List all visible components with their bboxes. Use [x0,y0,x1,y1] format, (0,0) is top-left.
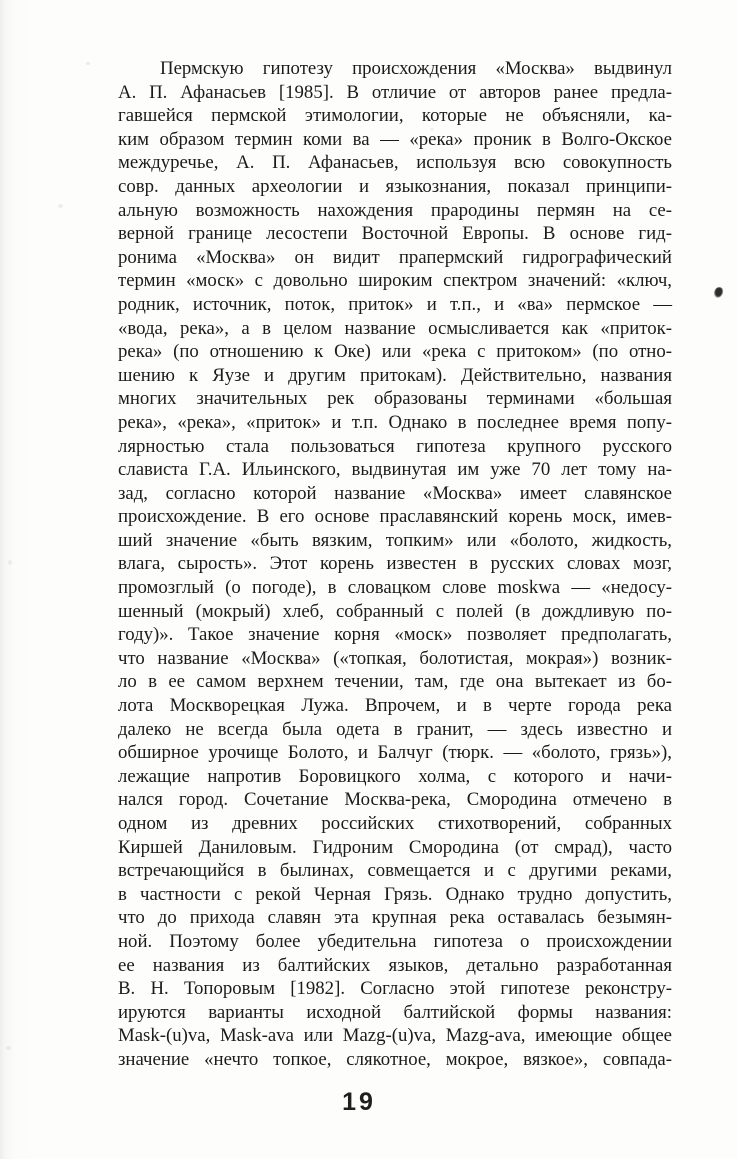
body-text-paragraph [118,57,672,1072]
page-number: 19 [342,1088,376,1116]
text-line: река», «река», «приток» и т.п. Однако в последнее время попу- [118,411,672,433]
text-line: одном из древних российских стихотворений, собранных [118,813,672,834]
text-line: шению к Яузе и другим притокам). Действительно, названия [118,364,672,386]
scan-noise-speck [58,204,63,208]
text-line: многих значительных рек образованы терминами «большая [118,388,672,410]
text-line: что название «Москва» («топкая, болотистая, мокрая») возник- [118,647,672,669]
text-line: ируются варианты исходной балтийской формы названия: [118,1001,672,1023]
text-line: слависта Г.А. Ильинского, выдвинутая им уже 70 лет тому на- [118,459,672,481]
text-line: далеко не всегда была одета в гранит, — здесь известно и [118,718,672,740]
scan-noise-speck [430,128,434,131]
text-line: родник, источник, поток, приток» и т.п., и «ва» пермское — [118,293,672,315]
text-line: промозглый (о погоде), в словацком слове moskwa — «недосу- [118,577,672,599]
ink-speck [713,286,724,299]
text-line: совр. данных археологии и языкознания, показал принципи- [118,175,672,197]
text-line: термин «моск» с довольно широким спектром значений: «ключ, [118,270,672,292]
text-line: лота Москворецкая Лужа. Впрочем, и в черте города река [118,695,672,717]
text-line: «вода, река», а в целом название осмысливается как «приток- [118,317,672,339]
text-line: А. П. Афанасьев [1985]. В отличие от авторов ранее предла- [118,81,672,103]
text-line: Mask-(u)va, Mask-ava или Mazg-(u)va, Mazg-ava, имеющие общее [118,1025,672,1047]
text-line: ее названия из балтийских языков, детально разработанная [118,954,672,976]
text-line: ронима «Москва» он видит прапермский гидрографический [118,246,672,268]
text-line: году)». Такое значение корня «моск» позволяет предполагать, [118,624,672,646]
text-line: влага, сырость». Этот корень известен в русских словах мозг, [118,553,672,575]
text-line: происхождение. В его основе праславянский корень моск, имев- [118,506,672,528]
text-line: ной. Поэтому более убедительна гипотеза о происхождении [118,930,672,952]
text-line: река» (по отношению к Оке) или «река с притоком» (по отно- [118,341,672,363]
text-line: зад, согласно которой название «Москва» имеет славянское [118,482,672,504]
text-line: В. Н. Топоровым [1982]. Согласно этой гипотезе реконстру- [118,978,672,1000]
text-line: лярностью стала пользоваться гипотеза крупного русского [118,435,672,457]
text-line: что до прихода славян эта крупная река оставалась безымян- [118,907,672,929]
text-line: в частности с рекой Черная Грязь. Однако трудно допустить, [118,883,672,905]
text-line: альную возможность нахождения прародины пермян на се- [118,199,672,221]
scan-noise-speck [6,1046,11,1050]
text-line: встречающийся в былинах, совмещается и с другими реками, [118,860,672,882]
text-line: ким образом термин коми ва — «река» проник в Волго-Окское [118,128,672,150]
scan-noise-speck [8,560,12,565]
text-line: Пермскую гипотезу происхождения «Москва» выдвинул [160,58,672,79]
text-line: шенный (мокрый) хлеб, собранный с полей (в дождливую по- [118,600,672,622]
text-line: лежащие напротив Боровицкого холма, с которого и начи- [118,765,672,787]
text-line: обширное урочище Болото, и Балчуг (тюрк. — «болото, грязь»), [118,742,672,764]
text-line: междуречье, А. П. Афанасьев, используя всю совокупность [118,152,672,174]
text-line: Киршей Даниловым. Гидроним Смородина (от смрад), часто [118,836,672,858]
text-line: ший значение «быть вязким, топким» или «болото, жидкость, [118,529,672,551]
text-line: гавшейся пермской этимологии, которые не объясняли, ка- [118,105,672,127]
text-line: нался город. Сочетание Москва-река, Смородина отмечено в [118,789,672,811]
text-line: значение «нечто топкое, слякотное, мокрое, вязкое», совпада- [118,1048,672,1070]
text-line: ло в ее самом верхнем течении, там, где она вытекает из бо- [118,671,672,693]
text-line: верной границе лесостепи Восточной Европы. В основе гид- [118,223,672,245]
scan-noise-speck [86,62,90,65]
